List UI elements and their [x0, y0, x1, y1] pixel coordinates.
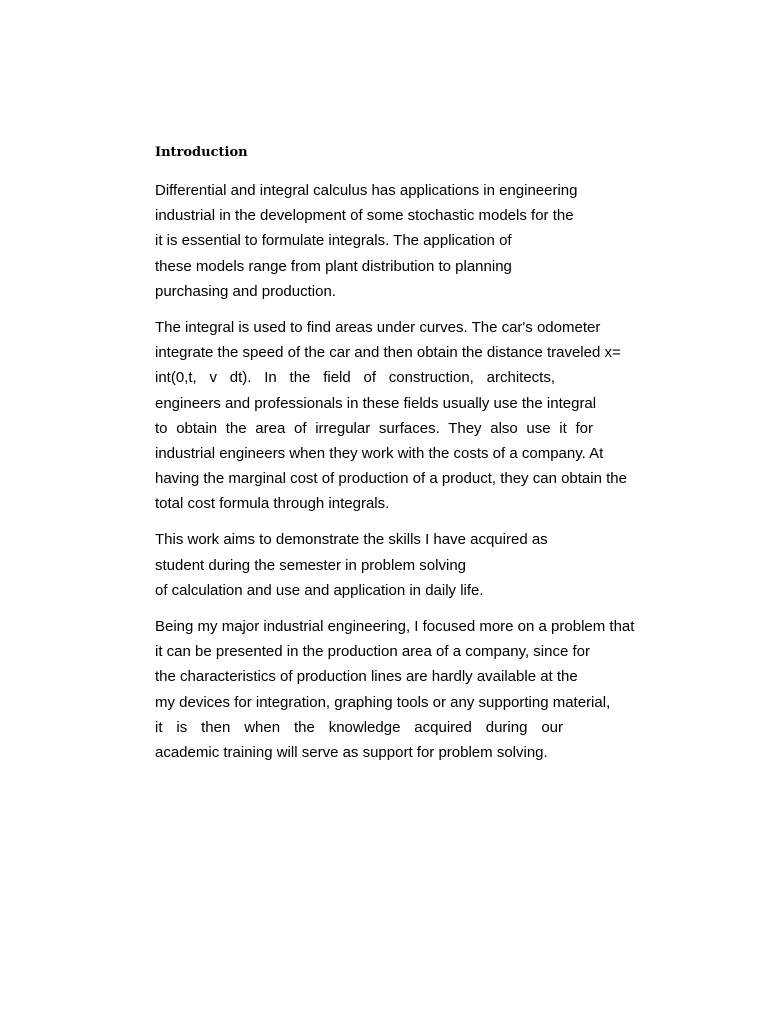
text-line: it is then when the knowledge acquired during our — [155, 718, 563, 736]
text-line: industrial engineers when they work with the costs of a company. At — [155, 444, 604, 462]
paragraph-applications — [155, 178, 675, 304]
text-line: The integral is used to find areas under curves. The car's odometer — [155, 318, 601, 336]
paragraph-aims — [155, 527, 675, 603]
section-heading: Introduction — [155, 145, 248, 160]
text-line: total cost formula through integrals. — [155, 495, 390, 513]
document-body — [155, 178, 675, 776]
text-line: Being my major industrial engineering, I focused more on a problem that — [155, 618, 635, 635]
text-line: it is essential to formulate integrals. The application of — [155, 232, 512, 250]
paragraph-major — [155, 614, 675, 765]
text-line: integrate the speed of the car and then obtain the distance traveled x= — [155, 344, 621, 362]
text-line: it can be presented in the production area of a company, since for — [155, 643, 590, 661]
text-line: academic training will serve as support for problem solving. — [155, 743, 548, 761]
text-line: Differential and integral calculus has applications in engineering — [155, 182, 578, 199]
text-line: to obtain the area of irregular surfaces. They also use it for — [155, 419, 593, 437]
text-line: of calculation and use and application in daily life. — [155, 581, 484, 599]
text-line: industrial in the development of some stochastic models for the — [155, 207, 574, 225]
text-line: these models range from plant distribution to planning — [155, 257, 512, 275]
paragraph-integral-uses — [155, 315, 675, 517]
text-line: This work aims to demonstrate the skills I have acquired as — [155, 531, 548, 549]
text-line: student during the semester in problem solving — [155, 556, 467, 574]
text-line: engineers and professionals in these fields usually use the integral — [155, 394, 597, 412]
text-line: having the marginal cost of production of a product, they can obtain the — [155, 470, 627, 488]
text-line: my devices for integration, graphing tools or any supporting material, — [155, 693, 611, 711]
text-line: purchasing and production. — [155, 282, 336, 300]
text-line: int(0,t, v dt). In the field of construction, architects, — [155, 369, 555, 387]
text-line: the characteristics of production lines are hardly available at the — [155, 668, 578, 686]
